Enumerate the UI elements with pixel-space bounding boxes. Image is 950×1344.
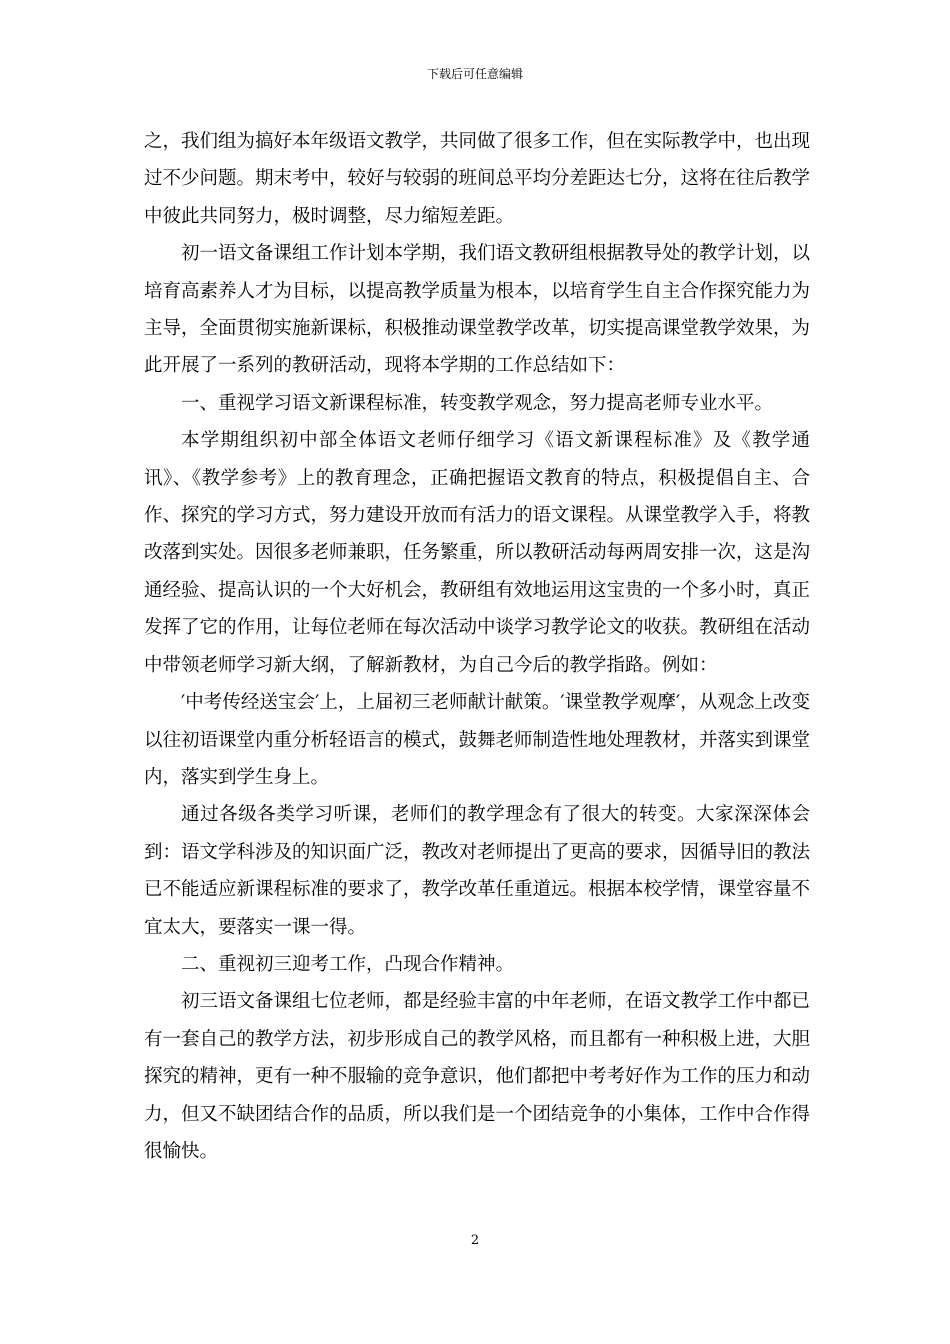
paragraph: 之，我们组为搞好本年级语文教学，共同做了很多工作，但在实际教学中，也出现过不少问题。期末考中，较好与较弱的班间总平均分差距达七分，这将在往后教学中彼此共同努力，极时调整，尽力缩短差距。: [144, 131, 811, 227]
paragraph: 通过各级各类学习听课，老师们的教学理念有了很大的转变。大家深深体会到：语文学科涉及的知识面广泛，教改对老师提出了更高的要求，因循导旧的教法已不能适应新课程标准的要求了，教学改革任重道远。根据本校学情，课堂容量不宜太大，要落实一课一得。: [144, 804, 811, 938]
section-heading: 二、重视初三迎考工作，凸现合作精神。: [181, 953, 515, 975]
paragraph: 本学期组织初中部全体语文老师仔细学习《语文新课程标准》及《教学通讯》、《教学参考》上的教育理念，正确把握语文教育的特点，积极提倡自主、合作、探究的学习方式，努力建设开放而有活力的语文课程。从课堂教学入手，将教改落到实处。因很多老师兼职，任务繁重，所以教研活动每两周安排一次，这是沟通经验、提高认识的一个大好机会，教研组有效地运用这宝贵的一个多小时，真正发挥了它的作用，让每位老师在每次活动中谈学习教学论文的收获。教研组在活动中带领老师学习新大纲，了解新教材，为自己今后的教学指路。例如：: [144, 430, 811, 676]
document-body: [144, 123, 810, 1170]
paragraph: 初一语文备课组工作计划本学期，我们语文教研组根据教导处的教学计划，以培育高素养人才为目标，以提高教学质量为根本，以培育学生自主合作探究能力为主导，全面贯彻实施新课标，积极推动课堂教学改革，切实提高课堂教学效果，为此开展了一系列的教研活动，现将本学期的工作总结如下：: [144, 243, 811, 377]
paragraph: 初三语文备课组七位老师，都是经验丰富的中年老师，在语文教学工作中都已有一套自己的教学方法，初步形成自己的教学风格，而且都有一种积极上进，大胆探究的精神，更有一种不服输的竞争意识，他们都把中考考好作为工作的压力和动力，但又不缺团结合作的品质，所以我们是一个团结竞争的小集体，工作中合作得很愉快。: [144, 991, 811, 1162]
page-header: 下载后可任意编辑: [426, 67, 523, 81]
section-heading: 一、重视学习语文新课程标准，转变教学观念，努力提高老师专业水平。: [181, 392, 774, 414]
page-number: 2: [470, 1233, 480, 1248]
paragraph: ′中考传经送宝会′上，上届初三老师献计献策。′课堂教学观摩′，从观念上改变以往初语课堂内重分析轻语言的模式，鼓舞老师制造性地处理教材，并落实到课堂内，落实到学生身上。: [144, 692, 811, 788]
